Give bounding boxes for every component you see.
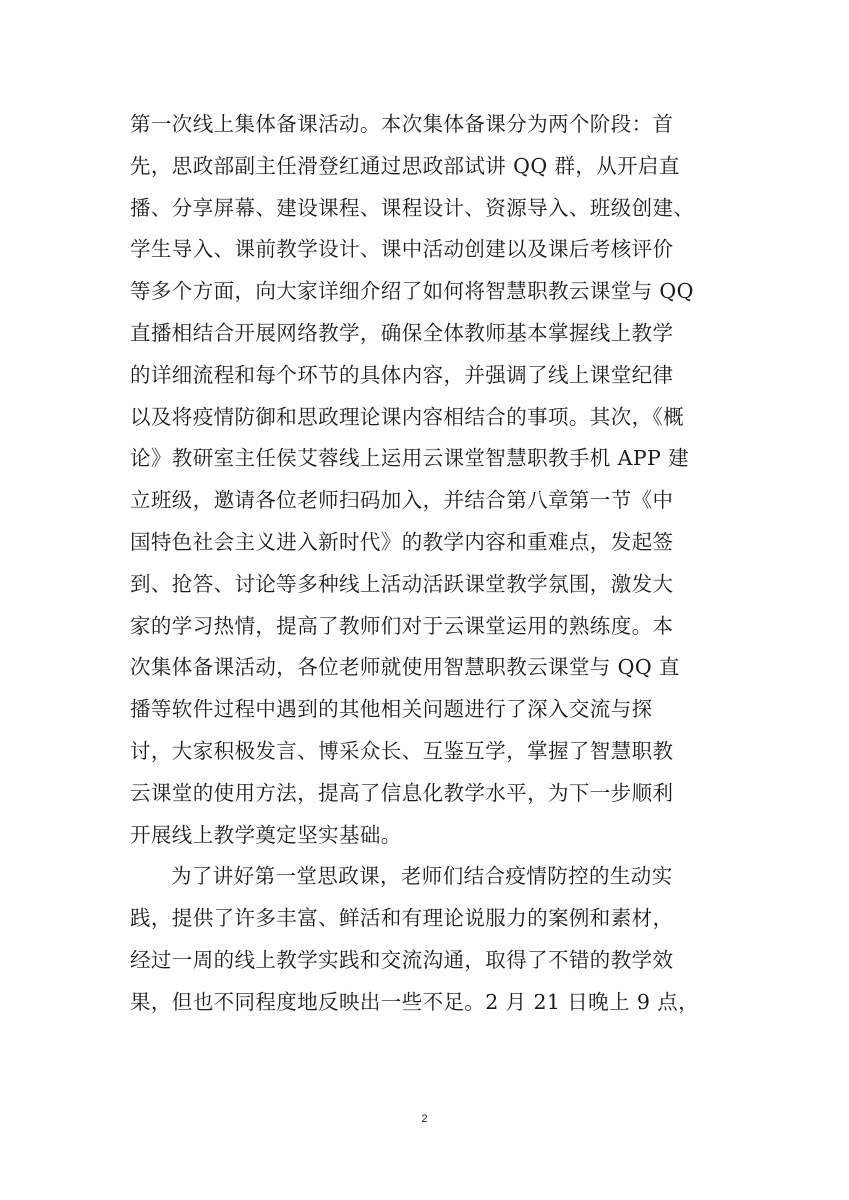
text-line: 论》教研室主任侯艾蓉线上运用云课堂智慧职教手机 APP 建 <box>130 446 690 471</box>
paragraph-1 <box>130 104 730 856</box>
paragraph-2 <box>130 856 730 1023</box>
text-line: 践，提供了许多丰富、鲜活和有理论说服力的案例和素材， <box>130 906 674 931</box>
text-line: 的详细流程和每个环节的具体内容，并强调了线上课堂纪律 <box>130 362 674 387</box>
text-line: 立班级，邀请各位老师扫码加入，并结合第八章第一节《中 <box>130 488 674 513</box>
text-line: 为了讲好第一堂思政课，老师们结合疫情防控的生动实 <box>171 864 673 889</box>
body-text <box>130 104 730 1024</box>
page-number: 2 <box>421 1113 428 1125</box>
text-line: 直播相结合开展网络教学，确保全体教师基本掌握线上教学 <box>130 320 674 345</box>
text-line: 以及将疫情防御和思政理论课内容相结合的事项。其次，《概 <box>130 404 685 429</box>
text-line: 先，思政部副主任滑登红通过思政部试讲 QQ 群，从开启直 <box>130 153 680 178</box>
text-line: 家的学习热情，提高了教师们对于云课堂运用的熟练度。本 <box>130 613 674 638</box>
text-line: 国特色社会主义进入新时代》的教学内容和重难点，发起签 <box>130 529 674 554</box>
text-line: 播等软件过程中遇到的其他相关问题进行了深入交流与探 <box>130 697 653 722</box>
text-line: 学生导入、课前教学设计、课中活动创建以及课后考核评价 <box>130 237 674 262</box>
text-line: 播、分享屏幕、建设课程、课程设计、资源导入、班级创建、 <box>130 195 695 220</box>
text-line: 第一次线上集体备课活动。本次集体备课分为两个阶段：首 <box>130 112 674 136</box>
text-line: 经过一周的线上教学实践和交流沟通，取得了不错的教学效 <box>130 947 674 972</box>
text-line: 次集体备课活动，各位老师就使用智慧职教云课堂与 QQ 直 <box>130 655 680 680</box>
text-line: 云课堂的使用方法，提高了信息化教学水平，为下一步顺利 <box>130 780 674 805</box>
text-line: 果，但也不同程度地反映出一些不足。2 月 21 日晚上 9 点， <box>130 989 700 1014</box>
text-line: 讨，大家积极发言、博采众长、互鉴互学，掌握了智慧职教 <box>130 738 674 763</box>
text-line: 等多个方面，向大家详细介绍了如何将智慧职教云课堂与 QQ <box>130 279 694 304</box>
text-line: 开展线上教学奠定坚实基础。 <box>130 822 402 847</box>
text-line: 到、抢答、讨论等多种线上活动活跃课堂教学氛围，激发大 <box>130 571 674 596</box>
